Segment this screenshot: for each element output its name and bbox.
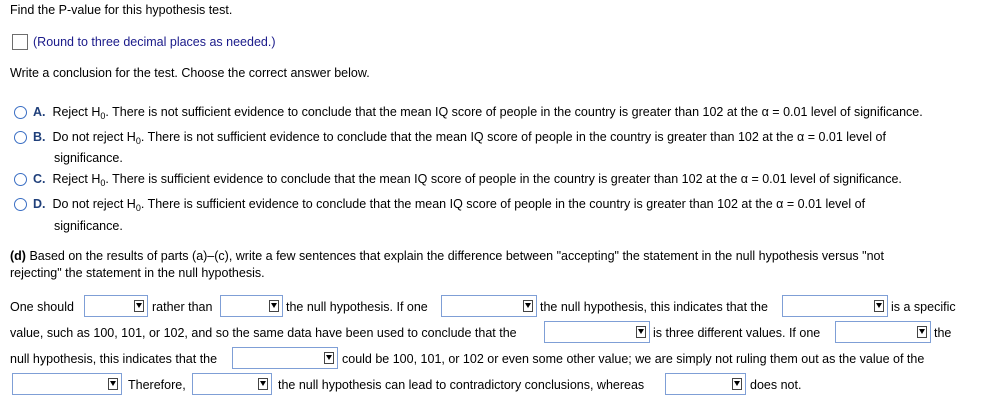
dropdown-arrow-icon (258, 378, 268, 390)
pvalue-hint: (Round to three decimal places as needed.) (33, 35, 276, 49)
option-d-continued: significance. (54, 219, 123, 233)
option-b-radio[interactable] (14, 131, 27, 144)
option-b-continued: significance. (54, 151, 123, 165)
dropdown-arrow-icon (108, 378, 118, 390)
fill-text-13: does not. (750, 378, 802, 392)
option-c-radio[interactable] (14, 173, 27, 186)
fill-dropdown-3[interactable] (441, 295, 537, 317)
fill-dropdown-4[interactable] (782, 295, 888, 317)
option-text: Reject H (52, 172, 101, 186)
fill-dropdown-7[interactable] (232, 347, 338, 369)
fill-text-1: One should (10, 300, 74, 314)
option-text: Do not reject H (52, 197, 136, 211)
dropdown-arrow-icon (874, 300, 884, 312)
option-letter: C. (33, 172, 46, 186)
fill-text-4: the null hypothesis, this indicates that the (540, 300, 768, 314)
fill-text-5: is a specific (891, 300, 956, 314)
fill-text-12: the null hypothesis can lead to contradictory conclusions, whereas (278, 378, 645, 392)
option-letter: B. (33, 130, 46, 144)
subscript: 0 (100, 111, 106, 121)
part-d-text: Based on the results of parts (a)–(c), write a few sentences that explain the difference between "accepting" the statement in the null hypothesis versus "not (25, 249, 884, 263)
option-d-radio[interactable] (14, 198, 27, 211)
part-d-prompt (10, 249, 884, 263)
dropdown-arrow-icon (269, 300, 279, 312)
subscript: 0 (135, 203, 141, 213)
fill-dropdown-10[interactable] (665, 373, 746, 395)
part-d-label: (d) (10, 249, 26, 263)
dropdown-arrow-icon (134, 300, 144, 312)
fill-text-10: could be 100, 101, or 102 or even some other value; we are simply not ruling them out as the value of the (342, 352, 925, 366)
option-letter: A. (33, 105, 46, 119)
dropdown-arrow-icon (917, 326, 927, 338)
fill-text-2: rather than (152, 300, 213, 314)
dropdown-arrow-icon (324, 352, 334, 364)
fill-text-9: null hypothesis, this indicates that the (10, 352, 218, 366)
option-letter: D. (33, 197, 46, 211)
dropdown-arrow-icon (732, 378, 742, 390)
option-text: Do not reject H (52, 130, 136, 144)
fill-dropdown-9[interactable] (192, 373, 272, 395)
option-text: . There is sufficient evidence to conclude that the mean IQ score of people in the country is greater than 102 at the α = 0.01 level of (140, 197, 866, 211)
subscript: 0 (100, 178, 106, 188)
option-a[interactable] (33, 105, 923, 119)
option-text: . There is sufficient evidence to conclude that the mean IQ score of people in the country is greater than 102 at the α = 0.01 level of significance. (105, 172, 902, 186)
fill-text-3: the null hypothesis. If one (286, 300, 428, 314)
fill-text-8: the (934, 326, 952, 340)
conclusion-prompt: Write a conclusion for the test. Choose the correct answer below. (10, 66, 370, 80)
dropdown-arrow-icon (636, 326, 646, 338)
dropdown-arrow-icon (523, 300, 533, 312)
option-d[interactable] (33, 197, 865, 211)
fill-text-6: value, such as 100, 101, or 102, and so the same data have been used to conclude that the (10, 326, 517, 340)
option-text: . There is not sufficient evidence to conclude that the mean IQ score of people in the country is greater than 102 at the α = 0.01 level of significance. (105, 105, 923, 119)
fill-text-7: is three different values. If one (653, 326, 821, 340)
fill-dropdown-8[interactable] (12, 373, 122, 395)
option-a-radio[interactable] (14, 106, 27, 119)
pvalue-question: Find the P-value for this hypothesis test. (10, 3, 233, 17)
fill-text-11: Therefore, (128, 378, 186, 392)
option-b[interactable] (33, 130, 886, 144)
option-text: . There is not sufficient evidence to conclude that the mean IQ score of people in the country is greater than 102 at the α = 0.01 level of (140, 130, 886, 144)
fill-dropdown-2[interactable] (220, 295, 283, 317)
fill-dropdown-1[interactable] (84, 295, 148, 317)
option-c[interactable] (33, 172, 902, 186)
fill-dropdown-6[interactable] (835, 321, 931, 343)
pvalue-answer-input[interactable] (12, 34, 28, 50)
option-text: Reject H (52, 105, 101, 119)
part-d-prompt-continued: rejecting" the statement in the null hypothesis. (10, 266, 265, 280)
fill-dropdown-5[interactable] (544, 321, 650, 343)
subscript: 0 (135, 136, 141, 146)
